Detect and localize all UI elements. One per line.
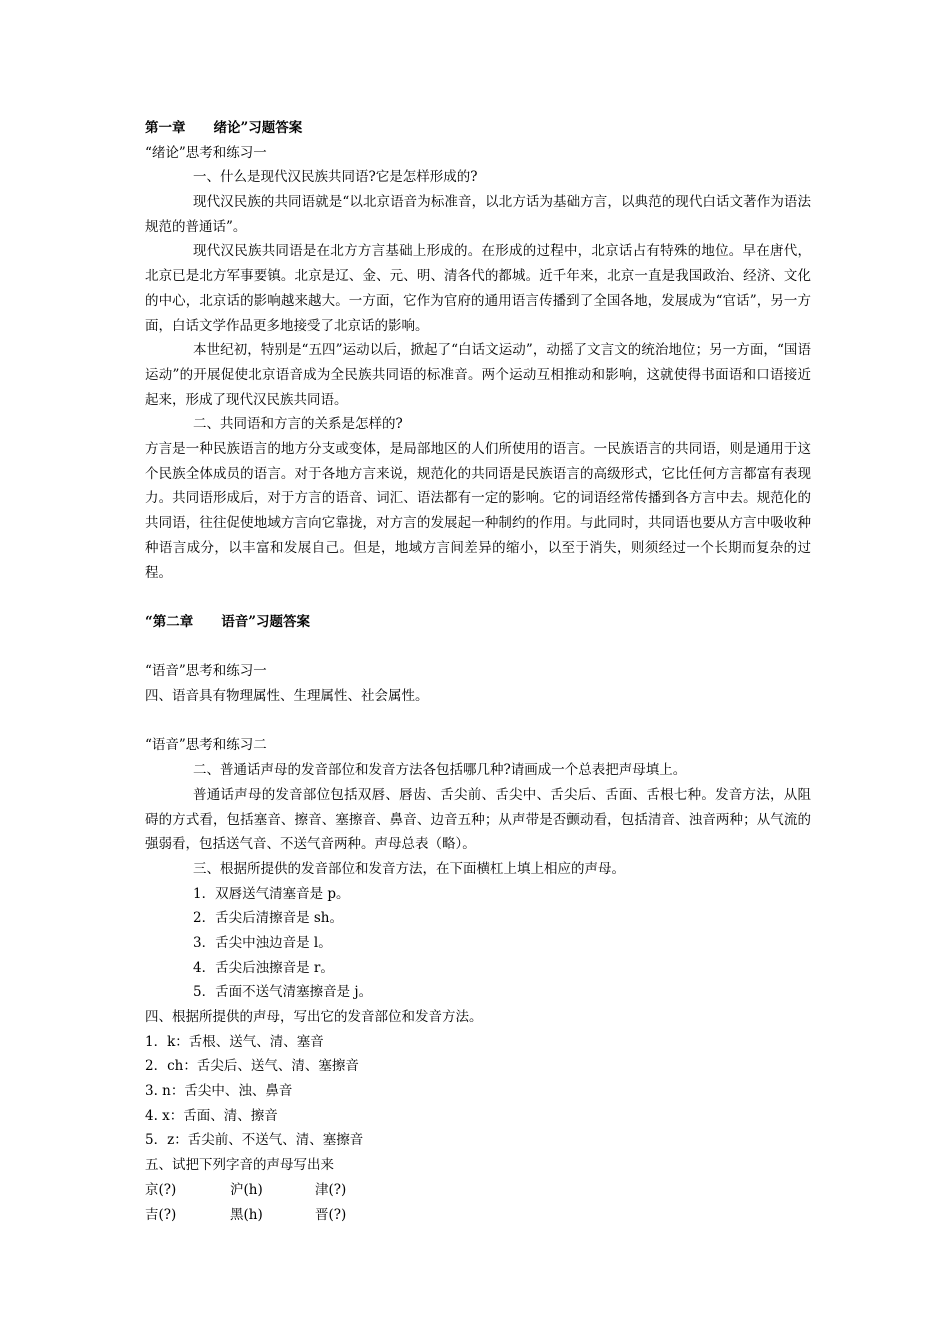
q3-item: 4．舌尖后浊擦音是 r。: [193, 959, 334, 976]
q4-item: 4. x：舌面、清、擦音: [145, 1107, 278, 1124]
chapter1-answer-1-para-3: 本世纪初，特别是“五四”运动以后，掀起了“白话文运动”，动摇了文言文的统治地位；另一方面，“国语运动”的开展促使北京语音成为全民族共同语的标准音。两个运动互相推动和影响，这就使得书面语和口语接近起来，形成了现代汉民族共同语。: [145, 342, 811, 408]
q5-row: [145, 1178, 811, 1203]
q5-cell: 吉(?): [145, 1206, 177, 1223]
chapter1-title-part1: 第一章: [145, 120, 186, 136]
chapter2-section2-heading: “语音”思考和练习二: [145, 737, 267, 754]
q5-cell: 黑(h): [230, 1206, 263, 1223]
chapter2-title-part2: 语音”习题答案: [221, 613, 311, 630]
q3-item: 3．舌尖中浊边音是 l。: [193, 934, 332, 951]
chapter2-question-3: 三、根据所提供的发音部位和发音方法，在下面横杠上填上相应的声母。: [193, 860, 625, 877]
chapter1-answer-1-para-2: 现代汉民族共同语是在北方方言基础上形成的。在形成的过程中，北京话占有特殊的地位。早在唐代，北京已是北方军事要镇。北京是辽、金、元、明、清各代的都城。近千年来，北京一直是我国政治、经济、文化的中心，北京话的影响越来越大。一方面，它作为官府的通用语言传播到了全国各地，发展成为“官话”，另一方面，白话文学作品更多地接受了北京话的影响。: [145, 243, 811, 334]
q4-item: 1．k：舌根、送气、清、塞音: [145, 1033, 324, 1050]
chapter2-answer-2: 普通话声母的发音部位包括双唇、唇齿、舌尖前、舌尖中、舌尖后、舌面、舌根七种。发音方法，从阻碍的方式看，包括塞音、擦音、塞擦音、鼻音、边音五种；从声带是否颤动看，包括清音、浊音两种；从气流的强弱看，包括送气音、不送气音两种。声母总表（略）。: [145, 786, 811, 853]
chapter1-title-part2: 绪论”习题答案: [213, 120, 303, 136]
q4-item: 5．z：舌尖前、不送气、清、塞擦音: [145, 1132, 364, 1149]
chapter1-answer-2: 方言是一种民族语言的地方分支或变体，是局部地区的人们所使用的语言。一民族语言的共同语，则是通用于这个民族全体成员的语言。对于各地方言来说，规范化的共同语是民族语言的高级形式，它比任何方言都富有表现力。共同语形成后，对于方言的语音、词汇、语法都有一定的影响。它的词语经常传播到各方言中去。规范化的共同语，往往促使地域方言向它靠拢，对方言的发展起一种制约的作用。与此同时，共同语也要从方言中吸收种种语言成分，以丰富和发展自己。但是，地域方言间差异的缩小，以至于消失，则须经过一个长期而复杂的过程。: [145, 441, 811, 581]
chapter1-section-heading: “绪论”思考和练习一: [145, 144, 267, 161]
chapter2-question-5: 五、试把下列字音的声母写出来: [145, 1157, 334, 1174]
document-body: [145, 116, 811, 1227]
q5-row: [145, 1203, 811, 1228]
q5-cell: 京(?): [145, 1181, 177, 1198]
q5-cell: 沪(h): [230, 1181, 263, 1198]
chapter1-answer-1-para-1: 现代汉民族的共同语就是“以北京语音为标准音，以北方话为基础方言，以典范的现代白话文著作为语法规范的普通话”。: [145, 194, 811, 235]
q4-item: 2．ch：舌尖后、送气、清、塞擦音: [145, 1058, 359, 1075]
chapter1-question-1: 一、什么是现代汉民族共同语?它是怎样形成的?: [193, 169, 478, 186]
chapter2-section1-heading: “语音”思考和练习一: [145, 663, 267, 680]
q3-item: 2．舌尖后清擦音是 sh。: [193, 910, 344, 927]
q3-item: 1．双唇送气清塞音是 p。: [193, 885, 350, 902]
chapter2-title: [145, 610, 811, 635]
q4-item: 3. n：舌尖中、浊、鼻音: [145, 1083, 293, 1100]
chapter2-section1-q4: 四、语音具有物理属性、生理属性、社会属性。: [145, 688, 429, 705]
chapter1-question-2: 二、共同语和方言的关系是怎样的?: [193, 416, 403, 433]
chapter1-title: [145, 116, 811, 141]
q5-cell: 晋(?): [315, 1206, 347, 1223]
q3-item: 5．舌面不送气清塞擦音是 j。: [193, 984, 373, 1001]
chapter2-question-2: 二、普通话声母的发音部位和发音方法各包括哪几种?请画成一个总表把声母填上。: [193, 762, 687, 779]
chapter2-question-4: 四、根据所提供的声母，写出它的发音部位和发音方法。: [145, 1009, 483, 1026]
q5-cell: 津(?): [315, 1181, 347, 1198]
chapter2-title-part1: “第二章: [145, 613, 194, 630]
